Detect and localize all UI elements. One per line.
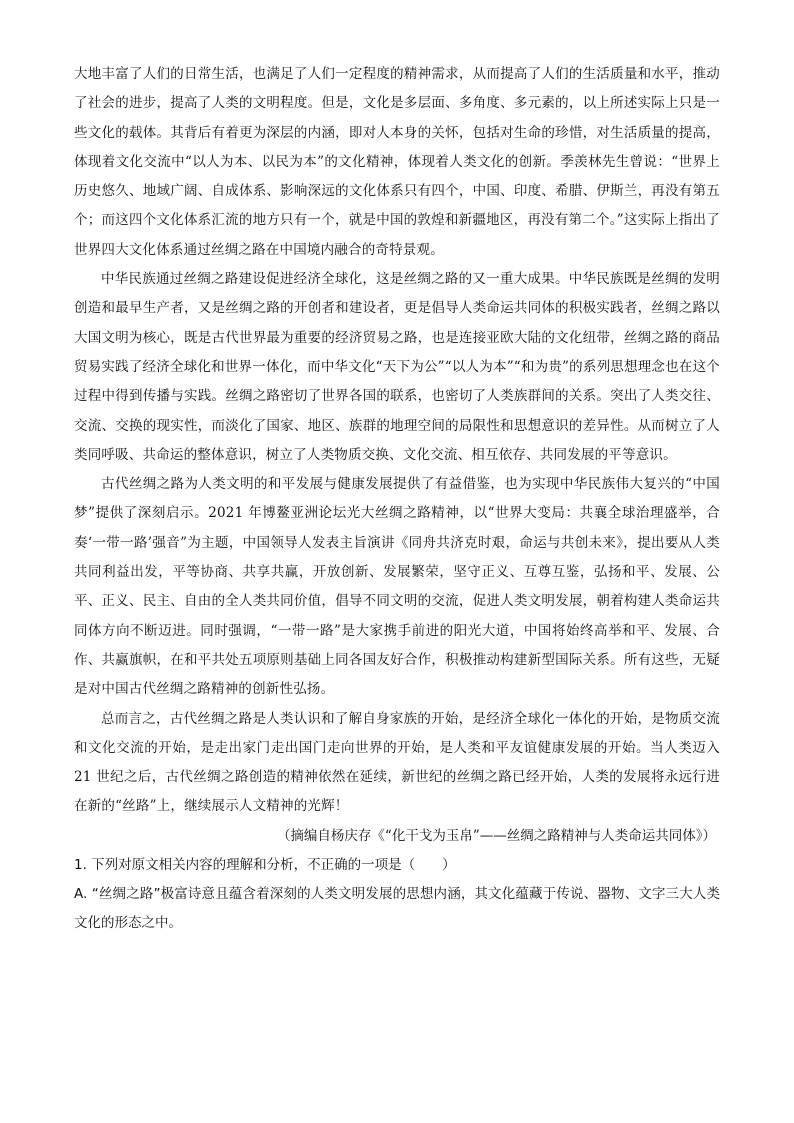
question-stem: 1. 下列对原文相关内容的理解和分析，不正确的一项是（ ）	[74, 857, 456, 874]
passage-paragraph-4: 总而言之，古代丝绸之路是人类认识和了解自身家族的开始，是经济全球化一体化的开始，是物质交流和文化交流的开始，是走出家门走出国门走向世界的开始，是人类和平友谊健康发展的开始。当人类迈入 21 世纪之后，古代丝绸之路创造的精神依然在延续，新世纪的丝绸之路已经开始，人类的发展将永远行进在新的“丝路”上，继续展示人文精神的光辉！	[74, 710, 720, 815]
passage-source: （摘编自杨庆存《“化干戈为玉帛”——丝绸之路精神与人类命运共同体》）	[276, 827, 716, 844]
passage-paragraph-1: 大地丰富了人们的日常生活，也满足了人们一定程度的精神需求，从而提高了人们的生活质量和水平，推动了社会的进步，提高了人类的文明程度。但是，文化是多层面、多角度、多元素的，以上所述实际上只是一些文化的载体。其背后有着更为深层的内涵，即对人本身的关怀，包括对生命的珍惜，对生活质量的提高，体现着文化交流中“以人为本、以民为本”的文化精神，体现着人类文化的创新。季羡林先生曾说：“世界上历史悠久、地域广阔、自成体系、影响深远的文化体系只有四个，中国、印度、希腊、伊斯兰，再没有第五个；而这四个文化体系汇流的地方只有一个，就是中国的敦煌和新疆地区，再没有第二个。”这实际上指出了世界四大文化体系通过丝绸之路在中国境内融合的奇特景观。	[74, 66, 720, 258]
passage-paragraph-2: 中华民族通过丝绸之路建设促进经济全球化，这是丝绸之路的又一重大成果。中华民族既是丝绸的发明创造和最早生产者，又是丝绸之路的开创者和建设者，更是倡导人类命运共同体的积极实践者，丝绸之路以大国文明为核心，既是古代世界最为重要的经济贸易之路，也是连接亚欧大陆的文化纽带，丝绸之路的商品贸易实践了经济全球化和世界一体化，而中华文化“天下为公”“以人为本”“和为贵”的系列思想理念也在这个过程中得到传播与实践。丝绸之路密切了世界各国的联系，也密切了人类族群间的关系。突出了人类交往、交流、交换的现实性，而淡化了国家、地区、族群的地理空间的局限性和思想意识的差异性。从而树立了人类同呼吸、共命运的整体意识，树立了人类物质交换、文化交流、相互依存、共同发展的平等意识。	[74, 271, 720, 463]
question-option-a: A. “丝绸之路”极富诗意且蕴含着深刻的人类文明发展的思想内涵，其文化蕴藏于传说、器物、文字三大人类文化的形态之中。	[74, 886, 720, 932]
passage-paragraph-3: 古代丝绸之路为人类文明的和平发展与健康发展提供了有益借鉴，也为实现中华民族伟大复兴的“中国梦”提供了深刻启示。2021 年博鳌亚洲论坛光大丝绸之路精神，以“世界大变局：共襄全球治理盛举，合奏‘一带一路’强音”为主题，中国领导人发表主旨演讲《同舟共济克时艰，命运与共创未来》，提出要从人类共同利益出发，平等协商、共享共赢，开放创新、发展繁荣，坚守正义、互尊互鉴，弘扬和平、发展、公平、正义、民主、自由的全人类共同价值，倡导不同文明的交流，促进人类文明发展，朝着构建人类命运共同体方向不断迈进。同时强调，“一带一路”是大家携手前进的阳光大道，中国将始终高举和平、发展、合作、共赢旗帜，在和平共处五项原则基础上同各国友好合作，积极推动构建新型国际关系。所有这些，无疑是对中国古代丝绸之路精神的创新性弘扬。	[74, 476, 720, 698]
